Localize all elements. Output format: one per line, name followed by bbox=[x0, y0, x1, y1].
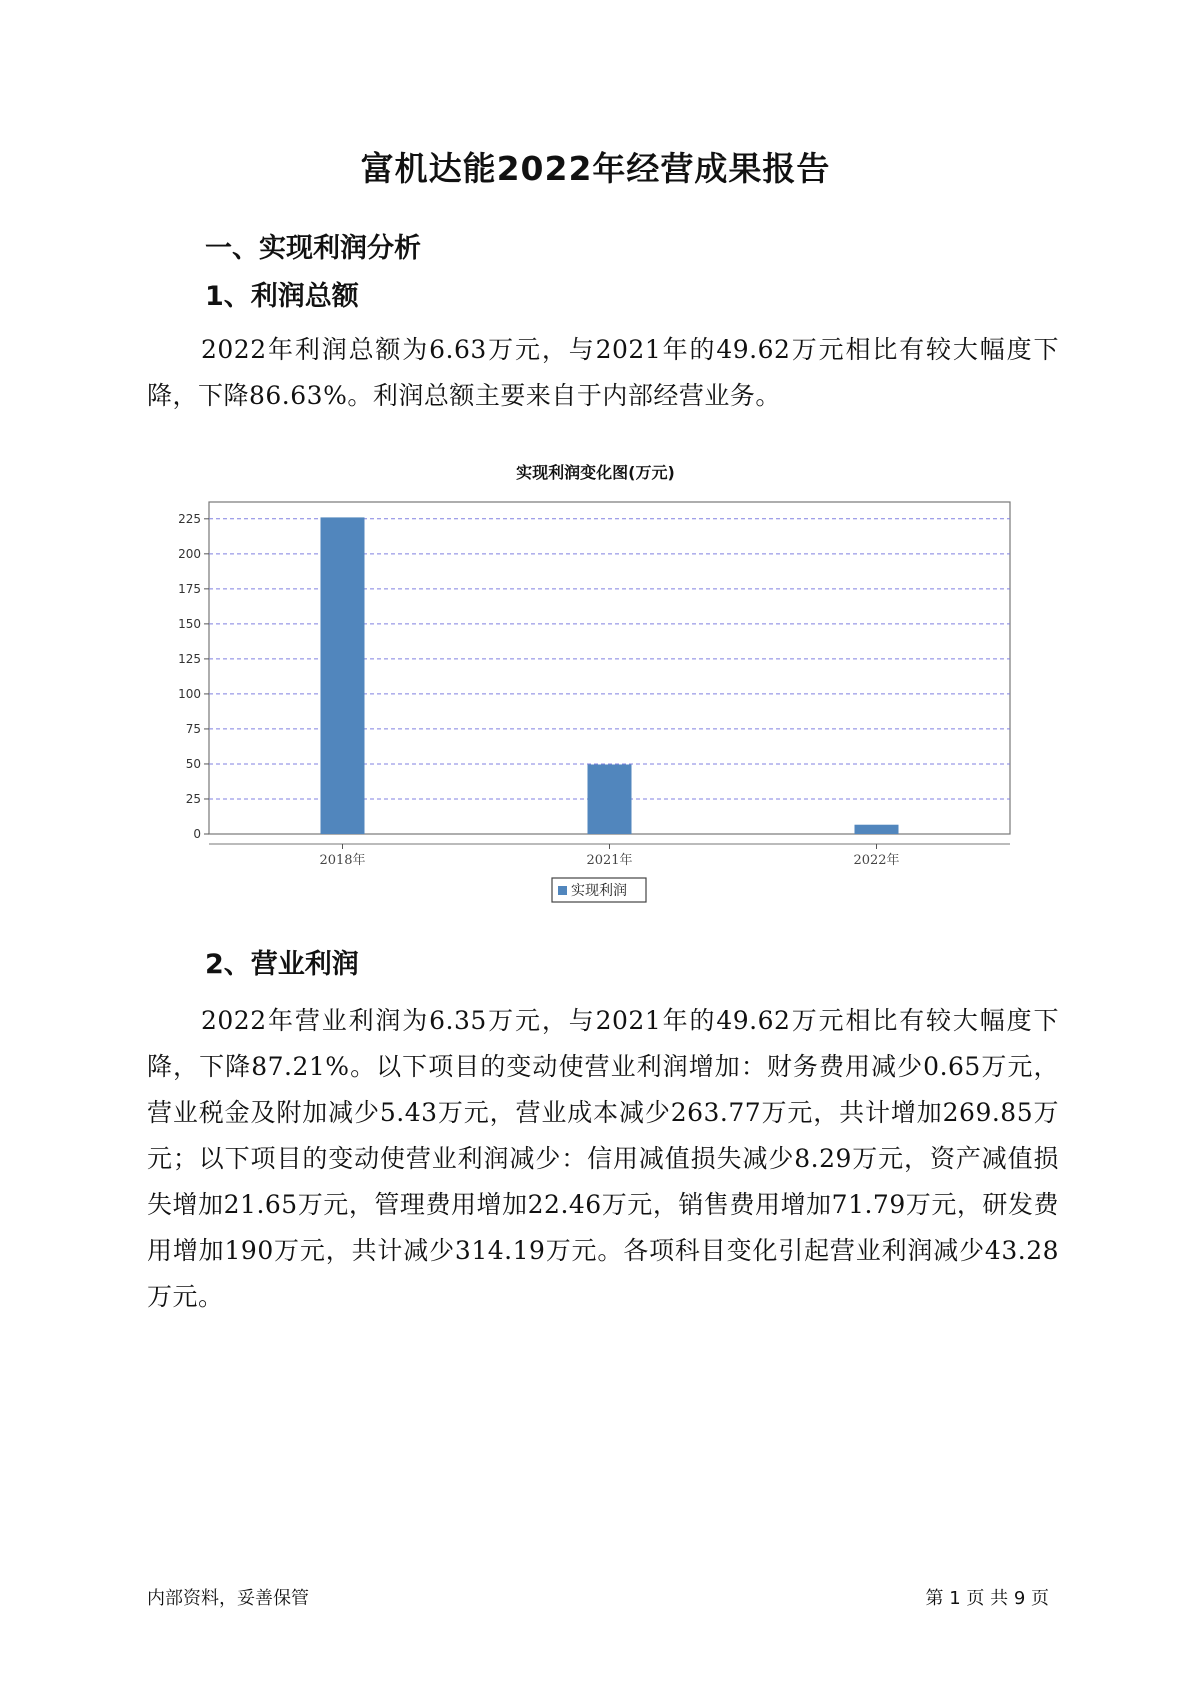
paragraph-total-profit: 2022年利润总额为6.63万元，与2021年的49.62万元相比有较大幅度下降，下降86.63%。利润总额主要来自于内部经营业务。 bbox=[147, 335, 1059, 410]
document-title: 富机达能2022年经营成果报告 bbox=[360, 149, 831, 188]
x-tick-label: 2022年 bbox=[853, 853, 900, 868]
y-tick-label: 125 bbox=[178, 651, 201, 666]
subsection-heading-operating-profit: 2、营业利润 bbox=[205, 949, 359, 980]
y-tick-label: 25 bbox=[185, 791, 201, 806]
y-tick-label: 200 bbox=[178, 546, 201, 561]
section-heading-profit-analysis: 一、实现利润分析 bbox=[205, 233, 421, 264]
y-tick-label: 0 bbox=[193, 827, 201, 841]
bar-2022年 bbox=[855, 825, 899, 834]
bar-2018年 bbox=[321, 517, 365, 834]
legend-swatch bbox=[558, 886, 567, 895]
chart-title: 实现利润变化图(万元) bbox=[516, 463, 675, 482]
y-tick-label: 175 bbox=[178, 581, 201, 596]
subsection-heading-total-profit: 1、利润总额 bbox=[205, 281, 359, 312]
y-tick-label: 100 bbox=[178, 686, 201, 701]
y-tick-label: 75 bbox=[185, 721, 201, 736]
legend-label: 实现利润 bbox=[571, 883, 627, 899]
y-tick-label: 50 bbox=[185, 756, 201, 771]
footer-page-number: 第 1 页 共 9 页 bbox=[925, 1588, 1049, 1609]
x-tick-label: 2021年 bbox=[586, 853, 633, 868]
y-tick-label: 225 bbox=[178, 511, 201, 526]
bar-2021年 bbox=[588, 764, 632, 834]
y-tick-label: 150 bbox=[178, 616, 201, 631]
paragraph-operating-profit: 2022年营业利润为6.35万元，与2021年的49.62万元相比有较大幅度下降，下降87.21%。以下项目的变动使营业利润增加：财务费用减少0.65万元，营业税金及附加减少5.43万元，营业成本减少263.77万元，共计增加269.85万元；以下项目的变动使营业利润减少：信用减值损失减少8.29万元，资产减值损失增加21.65万元，管理费用增加22.46万元，销售费用增加71.79万元，研发费用增加190万元，共计减少314.19万元。各项科目变化引起营业利润减少43.28万元。 bbox=[147, 1006, 1059, 1311]
footer-confidential-note: 内部资料，妥善保管 bbox=[147, 1588, 309, 1609]
x-tick-label: 2018年 bbox=[319, 853, 366, 868]
